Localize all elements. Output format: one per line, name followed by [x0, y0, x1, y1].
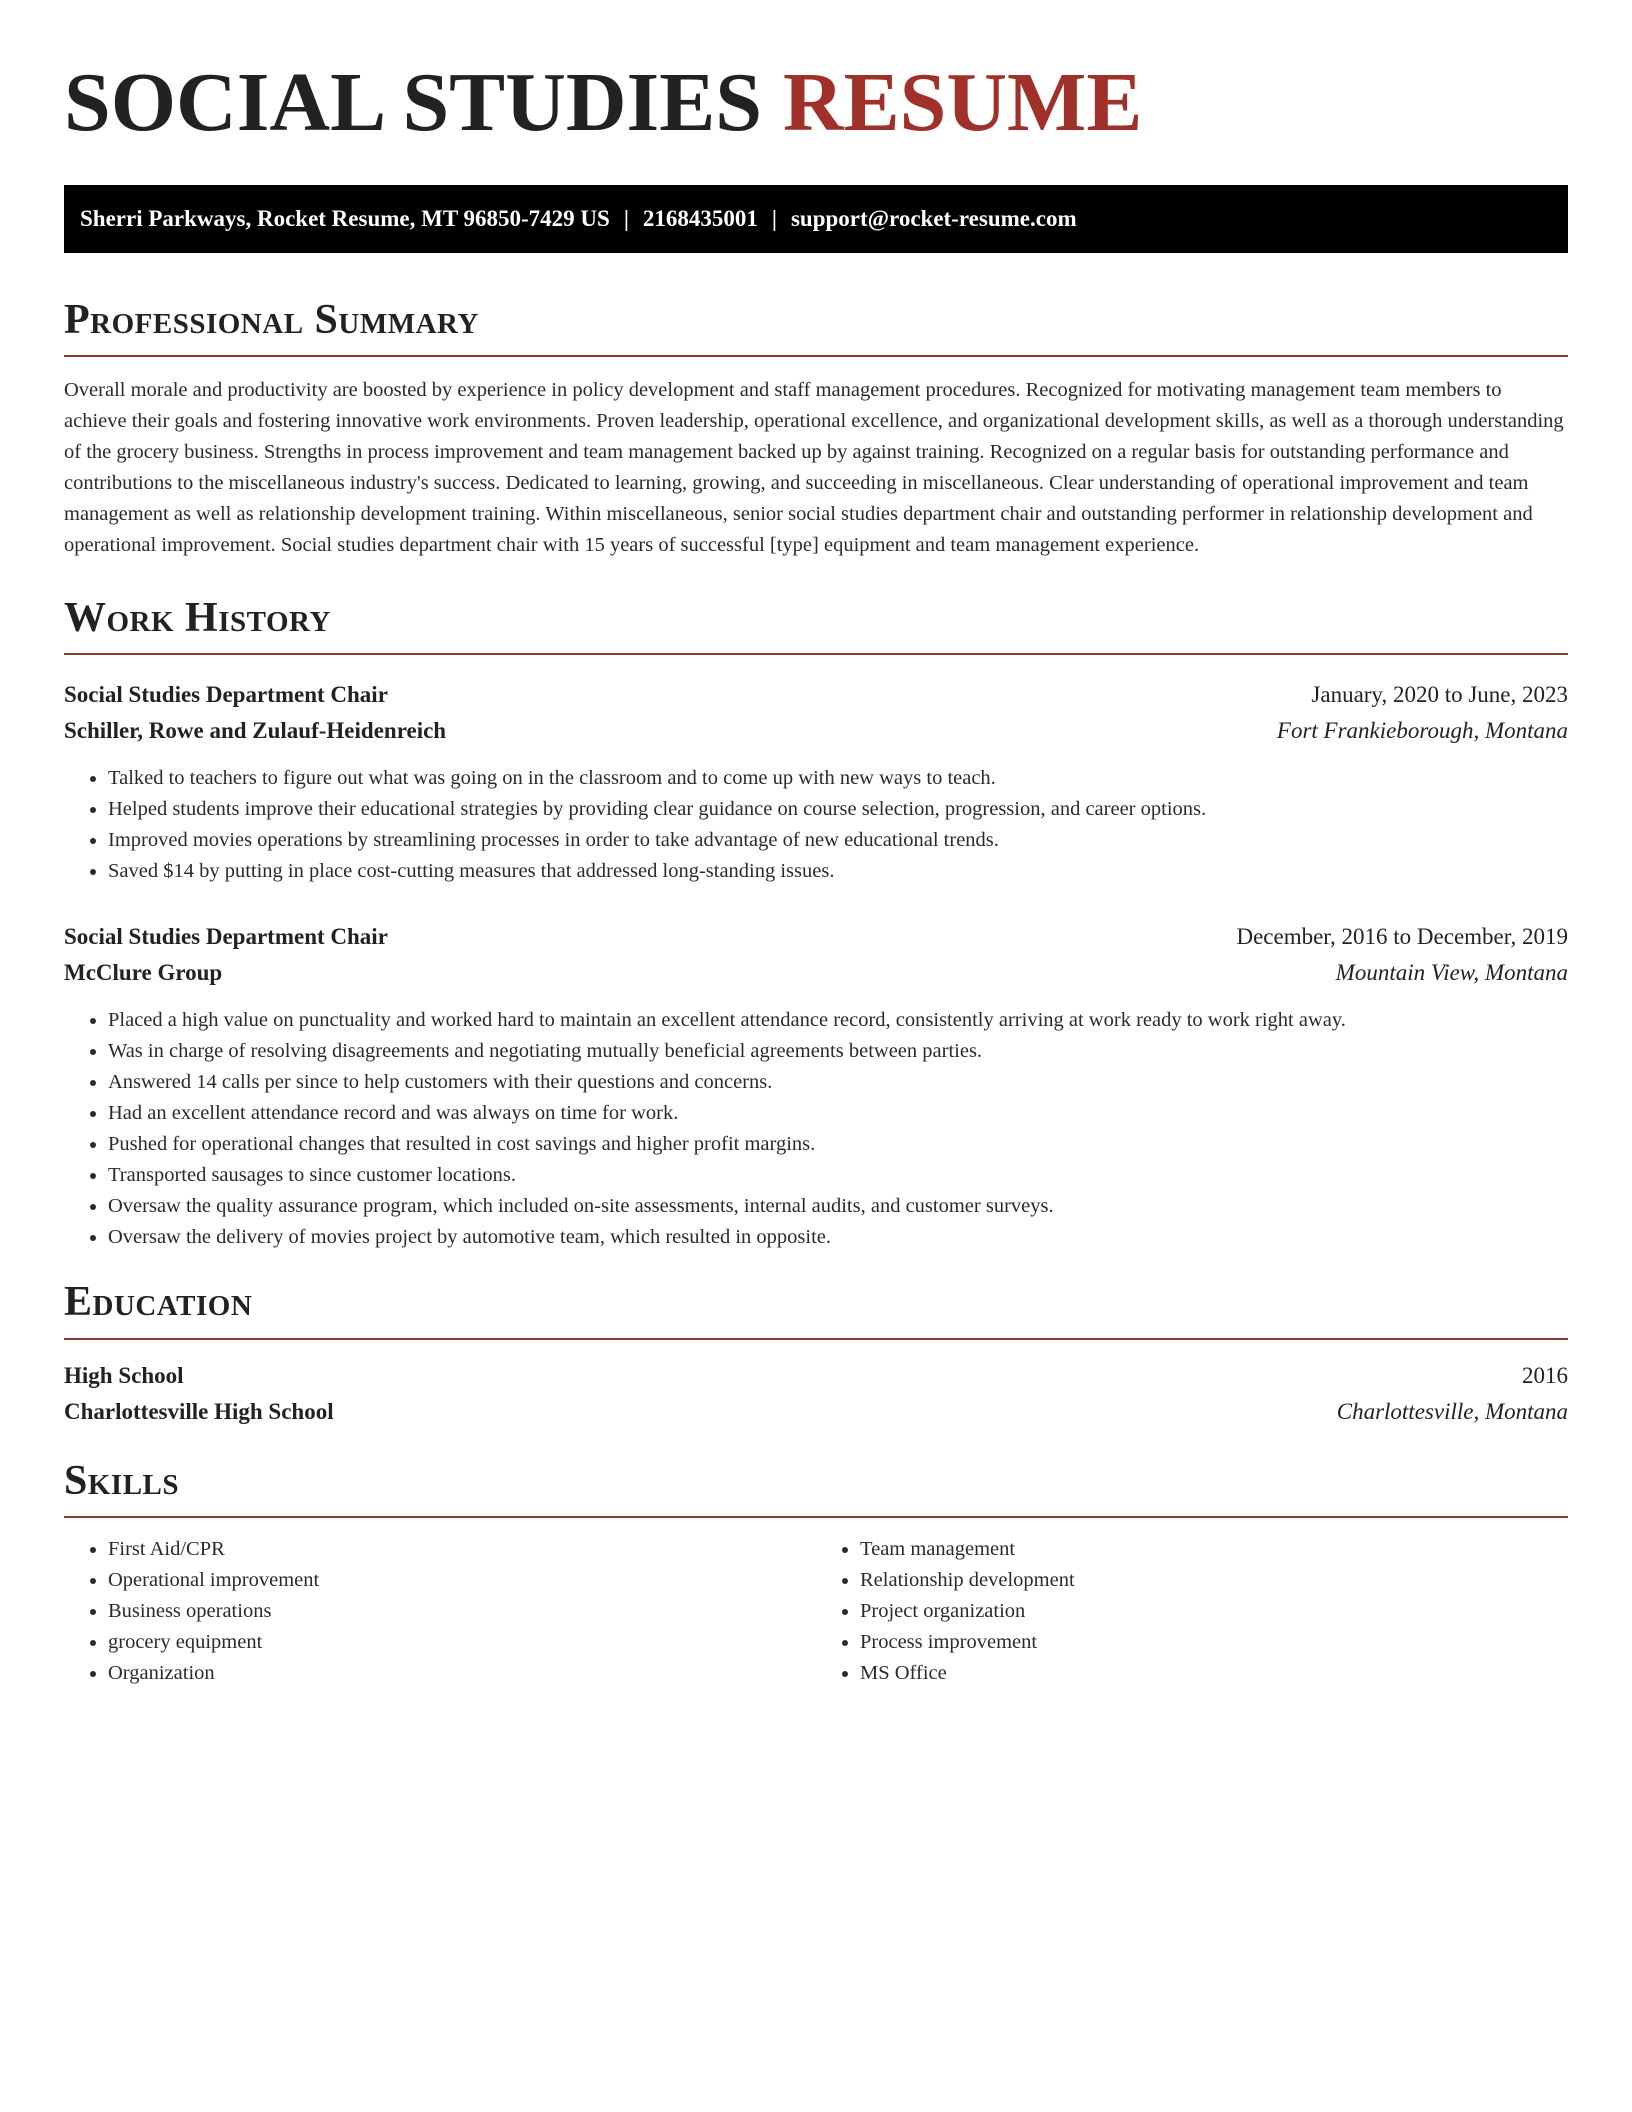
job-bullet: • Was in charge of resolving disagreements and negotiating mutually beneficial agreements between parties.	[108, 1036, 1568, 1067]
education-degree: High School	[64, 1362, 184, 1388]
job-bullet: • Oversaw the delivery of movies project by automotive team, which resulted in opposite.	[108, 1222, 1568, 1253]
job-bullet: • Improved movies operations by streamlining processes in order to take advantage of new educational trends.	[108, 825, 1568, 856]
job-bullet: • Answered 14 calls per since to help customers with their questions and concerns.	[108, 1067, 1568, 1098]
resume-title	[64, 50, 1568, 155]
job-header-row	[64, 677, 1568, 713]
summary-text: Overall morale and productivity are boosted by experience in policy development and staff management procedures. Recognized for motivating management team members to achieve their goals and fostering innovative work environments. Proven leadership, operational excellence, and organizational development skills, as well as a thorough understanding of the grocery business. Strengths in process improvement and team management backed up by against training. Recognized on a regular basis for outstanding performance and contributions to the miscellaneous industry's success. Dedicated to learning, growing, and succeeding in miscellaneous. Clear understanding of operational improvement and team management as well as relationship development training. Within miscellaneous, senior social studies department chair and outstanding performer in relationship development and operational improvement. Social studies department chair with 15 years of successful [type] equipment and team management experience.	[64, 379, 1564, 557]
job-location: Fort Frankieborough, Montana	[1276, 718, 1568, 744]
job-location: Mountain View, Montana	[1335, 960, 1568, 986]
job-company: McClure Group	[64, 960, 223, 986]
education-school: Charlottesville High School	[64, 1398, 334, 1424]
job-title: Social Studies Department Chair	[64, 682, 388, 708]
job-bullet: • Had an excellent attendance record and was always on time for work.	[108, 1098, 1568, 1129]
title-accent: RESUME	[782, 56, 1143, 149]
skill-item: • MS Office	[860, 1658, 1568, 1689]
skill-item: • Organization	[108, 1658, 816, 1689]
skill-item: • First Aid/CPR	[108, 1534, 816, 1565]
job-bullet: • Oversaw the quality assurance program, which included on-site assessments, internal audits, and customer surveys.	[108, 1191, 1568, 1222]
job-bullets	[64, 763, 1568, 887]
education-location: Charlottesville, Montana	[1336, 1398, 1568, 1424]
job-bullet: • Pushed for operational changes that resulted in cost savings and higher profit margins.	[108, 1129, 1568, 1160]
contact-separator: |	[771, 206, 777, 231]
contact-phone: 2168435001	[642, 206, 758, 231]
education-entry	[64, 1358, 1568, 1430]
summary-heading: Professional Summary	[64, 297, 479, 343]
job-header-row	[64, 919, 1568, 955]
section-divider	[64, 1338, 1568, 1340]
job-bullet: • Saved $14 by putting in place cost-cutting measures that addressed long-standing issues.	[108, 856, 1568, 887]
skill-item: • Process improvement	[860, 1627, 1568, 1658]
job-bullet: • Placed a high value on punctuality and worked hard to maintain an excellent attendance record, consistently arriving at work ready to work right away.	[108, 1005, 1568, 1036]
job-bullets	[64, 1005, 1568, 1253]
education-header-row	[64, 1358, 1568, 1394]
skill-item: • Team management	[860, 1534, 1568, 1565]
work-history-heading: Work History	[64, 595, 331, 642]
job-dates: December, 2016 to December, 2019	[1236, 924, 1568, 950]
section-divider	[64, 653, 1568, 655]
job-company-row	[64, 955, 1568, 991]
skill-item: • Project organization	[860, 1596, 1568, 1627]
education-heading: Education	[64, 1279, 253, 1326]
skills-list	[64, 1534, 1568, 1689]
skills-column-left	[64, 1534, 816, 1689]
contact-address: Sherri Parkways, Rocket Resume, MT 96850-7429 US	[80, 206, 610, 231]
skill-item: • Relationship development	[860, 1565, 1568, 1596]
education-school-row	[64, 1394, 1568, 1430]
skill-item: • Business operations	[108, 1596, 816, 1627]
section-divider	[64, 355, 1568, 357]
skill-item: • grocery equipment	[108, 1627, 816, 1658]
skills-column-right	[816, 1534, 1568, 1689]
contact-separator: |	[623, 206, 629, 231]
section-divider	[64, 1516, 1568, 1518]
title-main: SOCIAL STUDIES	[64, 56, 762, 149]
job-bullet: • Helped students improve their educational strategies by providing clear guidance on course selection, progression, and career options.	[108, 794, 1568, 825]
education-year: 2016	[1522, 1362, 1568, 1388]
job-dates: January, 2020 to June, 2023	[1311, 682, 1568, 708]
job-company-row	[64, 713, 1568, 749]
skills-heading: Skills	[64, 1457, 180, 1504]
job-bullet: • Transported sausages to since customer locations.	[108, 1160, 1568, 1191]
job-bullet: • Talked to teachers to figure out what was going on in the classroom and to come up with new ways to teach.	[108, 763, 1568, 794]
job-entry	[64, 919, 1568, 1253]
contact-bar	[64, 185, 1568, 253]
contact-email: support@rocket-resume.com	[790, 206, 1077, 231]
job-entry	[64, 677, 1568, 887]
skill-item: • Operational improvement	[108, 1565, 816, 1596]
job-company: Schiller, Rowe and Zulauf-Heidenreich	[64, 718, 447, 744]
job-title: Social Studies Department Chair	[64, 924, 388, 950]
